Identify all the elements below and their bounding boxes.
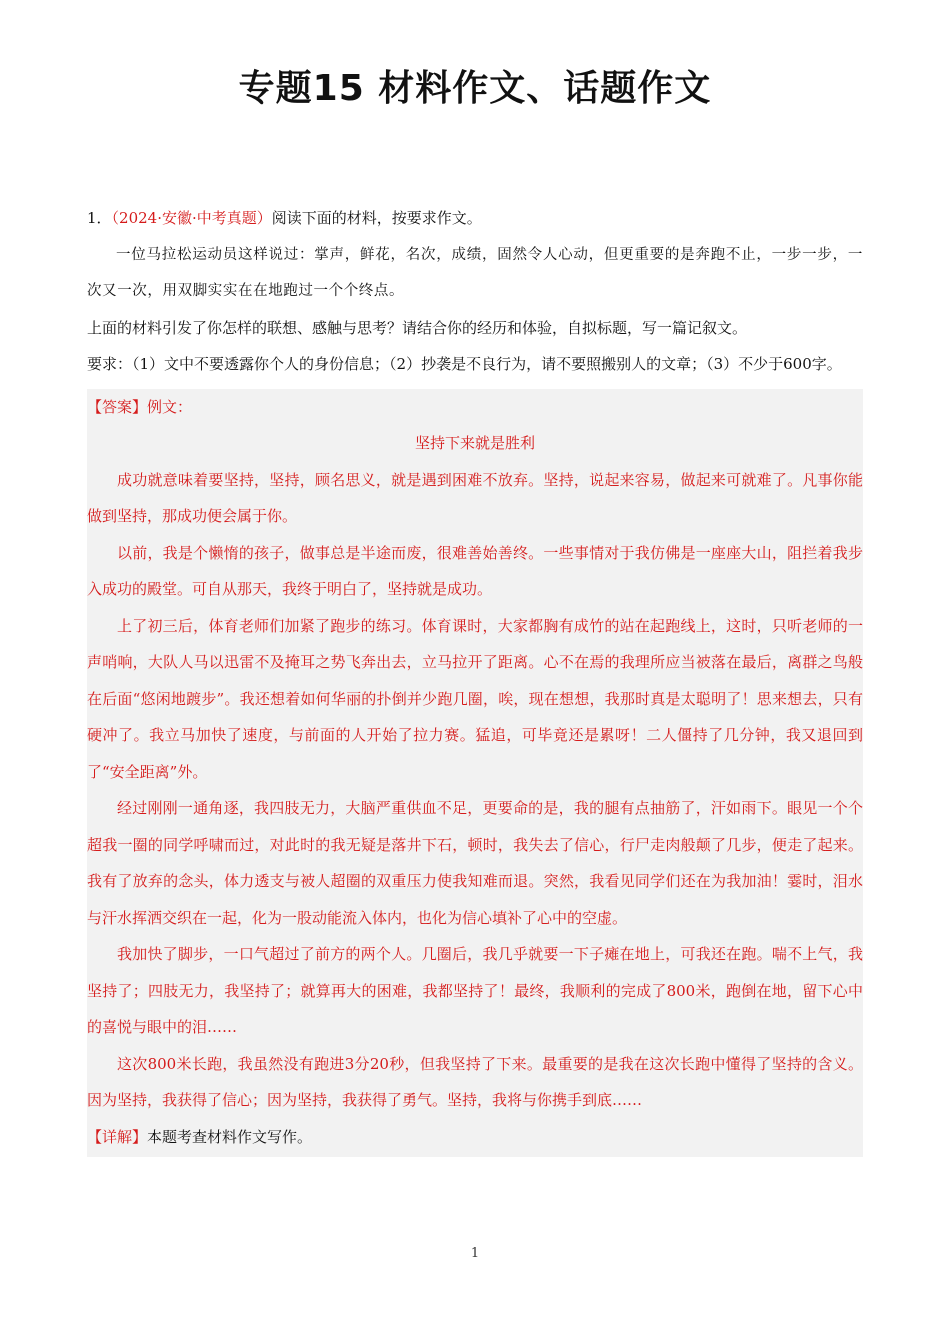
question-material: 一位马拉松运动员这样说过：掌声，鲜花，名次，成绩，固然令人心动，但更重要的是奔跑不止，一步一步，一次又一次，用双脚实实在在地跑过一个个终点。 xyxy=(87,246,863,299)
essay-paragraph: 经过刚刚一通角逐，我四肢无力，大脑严重供血不足，更要命的是，我的腿有点抽筋了，汗如雨下。眼见一个个超我一圈的同学呼啸而过，对此时的我无疑是落井下石，顿时，我失去了信心，行尸走肉般颠了几步，便走了起来。我有了放弃的念头，体力透支与被人超圈的双重压力使我知难而退。突然，我看见同学们还在为我加油！霎时，泪水与汗水挥洒交织在一起，化为一股动能流入体内，也化为信心填补了心中的空虚。 xyxy=(87,799,863,927)
essay-paragraph: 成功就意味着要坚持，坚持，顾名思义，就是遇到困难不放弃。坚持，说起来容易，做起来可就难了。凡事你能做到坚持，那成功便会属于你。 xyxy=(87,470,863,525)
question-requirements: 要求：（1）文中不要透露你个人的身份信息；（2）抄袭是不良行为，请不要照搬别人的文章；（3）不少于600字。 xyxy=(87,355,842,373)
essay-paragraph: 以前，我是个懒惰的孩子，做事总是半途而废，很难善始善终。一些事情对于我仿佛是一座座大山，阻拦着我步入成功的殿堂。可自从那天，我终于明白了，坚持就是成功。 xyxy=(87,543,863,598)
answer-intro: 例文： xyxy=(147,397,193,416)
document-body xyxy=(87,200,863,1157)
essay-paragraph: 我加快了脚步，一口气超过了前方的两个人。几圈后，我几乎就要一下子瘫在地上，可我还在跑。喘不上气，我坚持了；四肢无力，我坚持了；就算再大的困难，我都坚持了！最终，我顺利的完成了800米，跑倒在地，留下心中的喜悦与眼中的泪…… xyxy=(87,945,863,1036)
analysis-text: 本题考查材料作文写作。 xyxy=(147,1127,313,1146)
question-heading xyxy=(87,200,863,237)
question-number: 1． xyxy=(87,209,112,227)
answer-heading xyxy=(87,389,863,426)
page-title: 专题15 材料作文、话题作文 xyxy=(238,68,712,109)
question-instruction: 上面的材料引发了你怎样的联想、感触与思考？请结合你的经历和体验，自拟标题，写一篇记叙文。 xyxy=(87,318,748,337)
analysis xyxy=(87,1119,863,1156)
answer-section xyxy=(87,389,863,1158)
page-number: 1 xyxy=(470,1246,480,1261)
essay-title: 坚持下来就是胜利 xyxy=(414,434,535,452)
question-source: （2024·安徽·中考真题） xyxy=(111,209,272,227)
essay-paragraph: 上了初三后，体育老师们加紧了跑步的练习。体育课时，大家都胸有成竹的站在起跑线上，这时，只听老师的一声哨响，大队人马以迅雷不及掩耳之势飞奔出去，立马拉开了距离。心不在焉的我理所应当被落在最后，离群之鸟般在后面“悠闲地踱步”。我还想着如何华丽的扑倒并少跑几圈，唉，现在想想，我那时真是太聪明了！思来想去，只有硬冲了。我立马加快了速度，与前面的人开始了拉力赛。猛追，可毕竟还是累呀！二人僵持了几分钟，我又退回到了“安全距离”外。 xyxy=(87,616,863,781)
question-prompt: 阅读下面的材料，按要求作文。 xyxy=(271,209,482,227)
essay-paragraph: 这次800米长跑，我虽然没有跑进3分20秒，但我坚持了下来。最重要的是我在这次长跑中懂得了坚持的含义。因为坚持，我获得了信心；因为坚持，我获得了勇气。坚持，我将与你携手到底…… xyxy=(87,1054,863,1109)
answer-label: 【答案】 xyxy=(87,397,148,416)
analysis-label: 【详解】 xyxy=(87,1127,148,1146)
